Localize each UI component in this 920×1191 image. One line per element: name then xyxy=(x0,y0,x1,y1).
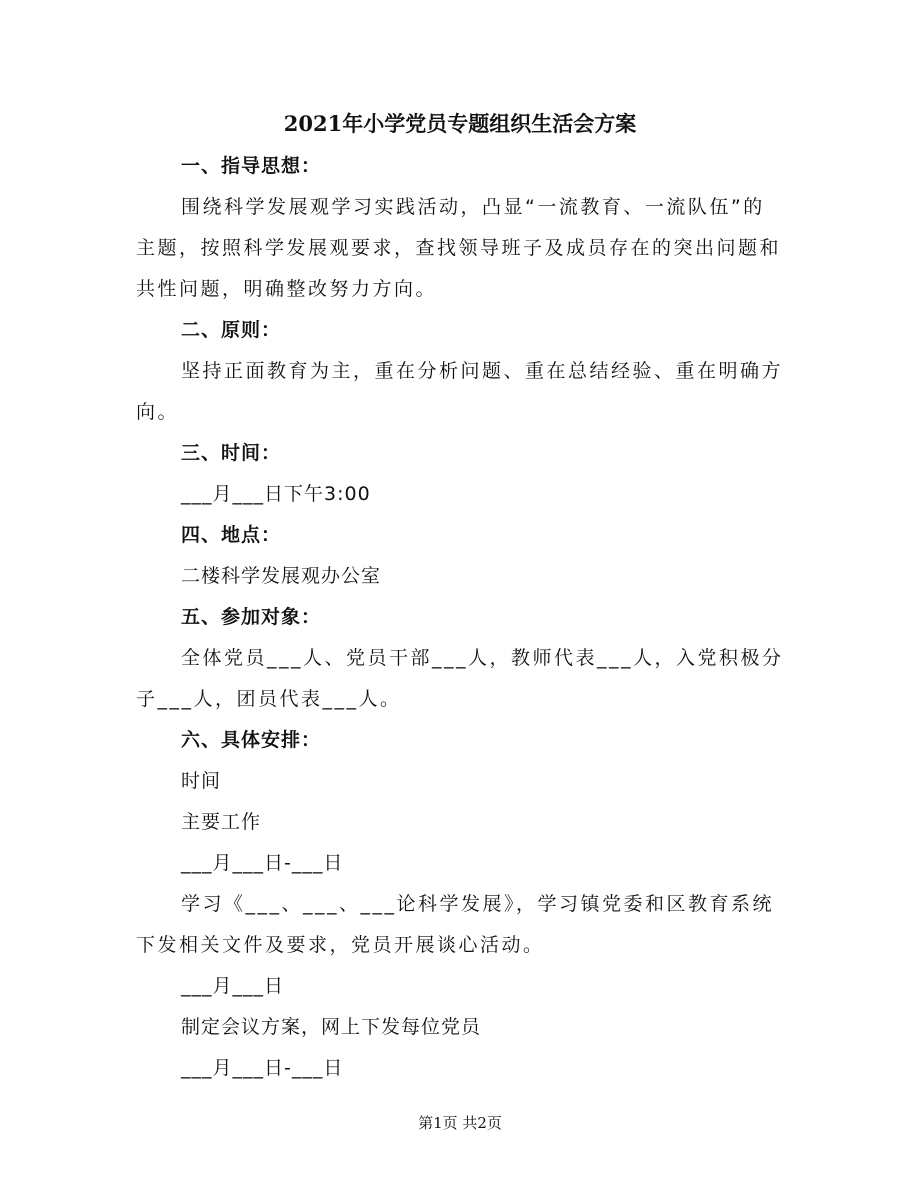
document-title: 2021年小学党员专题组织生活会方案 xyxy=(283,111,637,136)
section-heading-guiding-thought: 一、指导思想： xyxy=(181,155,322,177)
arrangement-row2-date: ___月___日 xyxy=(181,975,285,997)
section-text-guiding-thought: 围绕科学发展观学习实践活动，凸显“一流教育、一流队伍”的主题，按照科学发展观要求，查找领导班子及成员存在的突出问题和共性问题，明确整改努力方向。 xyxy=(136,196,782,300)
section-text-location: 二楼科学发展观办公室 xyxy=(181,565,382,587)
arrangement-row1-date: ___月___日-___日 xyxy=(181,852,344,874)
section-heading-participants: 五、参加对象： xyxy=(181,606,322,628)
arrangement-col-work: 主要工作 xyxy=(181,811,262,833)
arrangement-col-time: 时间 xyxy=(181,770,222,792)
section-heading-time: 三、时间： xyxy=(181,442,282,464)
section-heading-location: 四、地点： xyxy=(181,524,282,546)
section-text-participants: 全体党员___人、党员干部___人，教师代表___人，入党积极分子___人，团员代表___人。 xyxy=(136,647,784,710)
arrangement-row2-work: 制定会议方案，网上下发每位党员 xyxy=(181,1016,482,1038)
section-text-principle: 坚持正面教育为主，重在分析问题、重在总结经验、重在明确方向。 xyxy=(136,360,784,423)
page-footer: 第1页 共2页 xyxy=(418,1114,502,1132)
section-heading-principle: 二、原则： xyxy=(181,319,282,341)
arrangement-row3-date: ___月___日-___日 xyxy=(181,1057,344,1079)
arrangement-row1-work: 学习《___、___、___论科学发展》，学习镇党委和区教育系统下发相关文件及要求，党员开展谈心活动。 xyxy=(136,893,775,956)
section-text-time: ___月___日下午3:00 xyxy=(181,483,371,505)
section-heading-arrangement: 六、具体安排： xyxy=(181,729,322,751)
